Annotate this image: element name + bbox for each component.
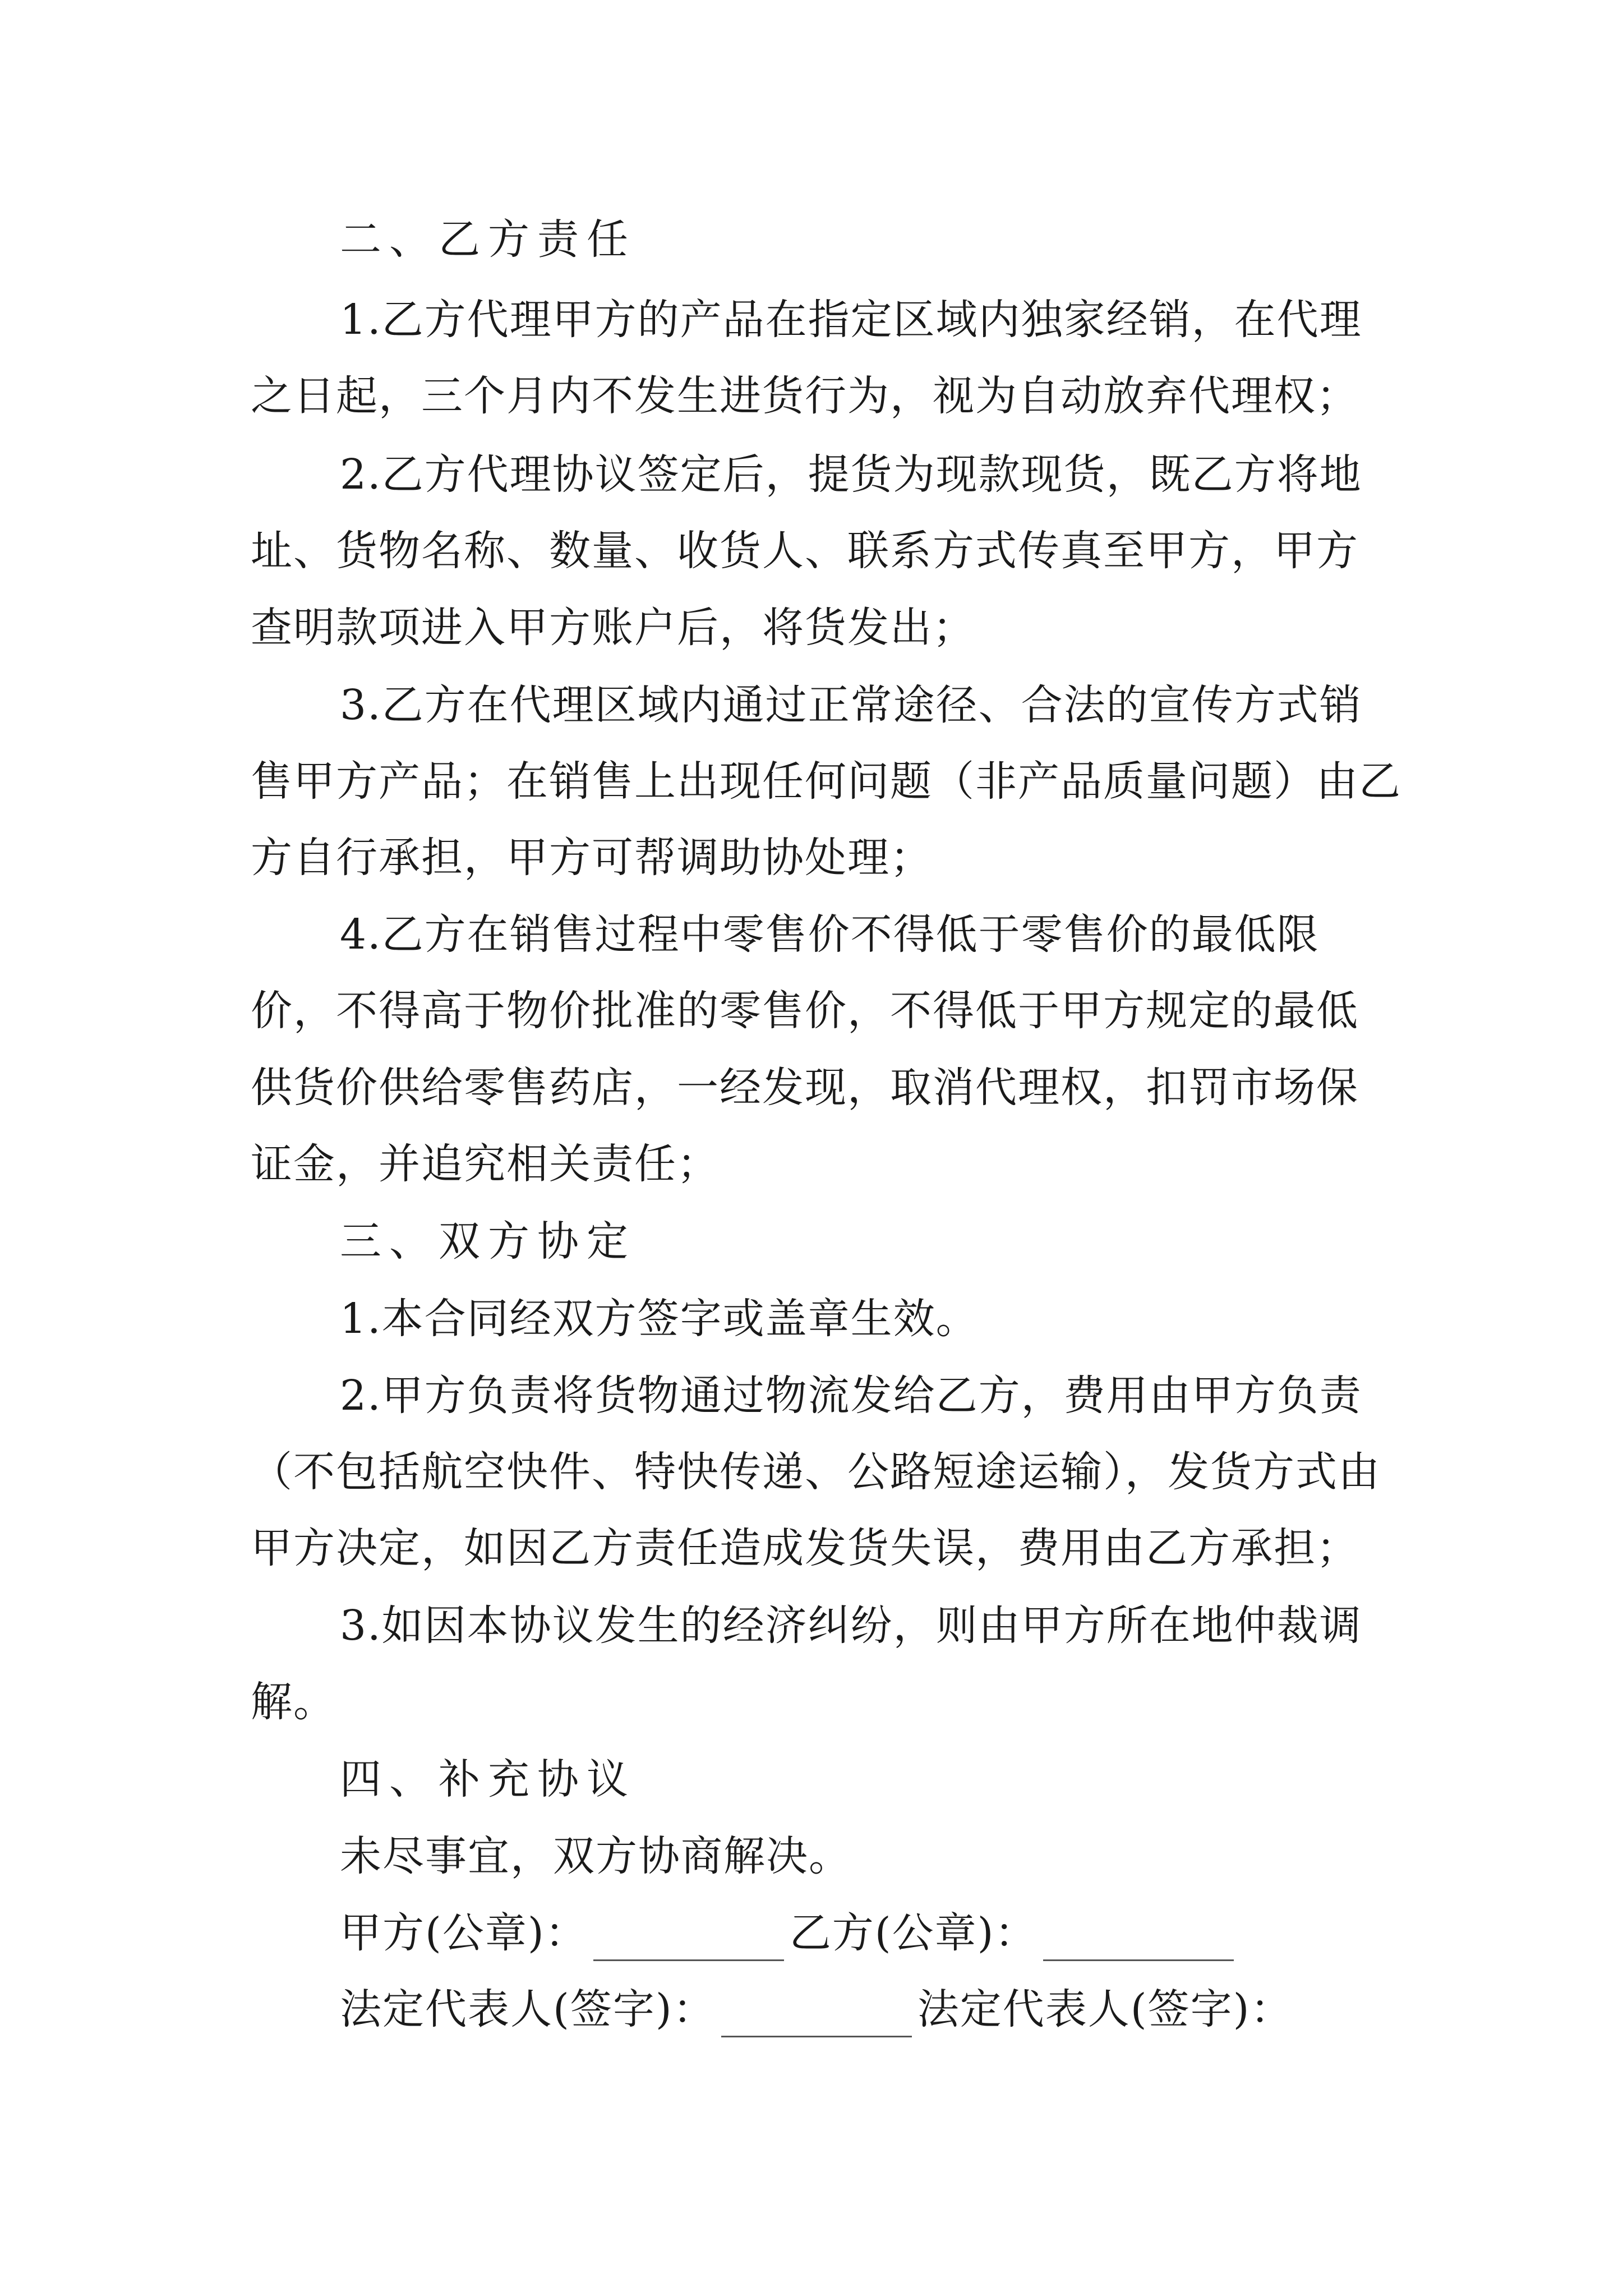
- paragraph-line: 甲方决定，如因乙方责任造成发货失误，费用由乙方承担；: [251, 1524, 1359, 1572]
- party-a-seal-blank[interactable]: [593, 1926, 784, 1961]
- paragraph-line: 售甲方产品；在销售上出现任何问题（非产品质量问题）由乙: [251, 757, 1401, 806]
- paragraph-line: 之日起，三个月内不发生进货行为，视为自动放弃代理权；: [251, 372, 1359, 420]
- paragraph-line: 3.乙方在代理区域内通过正常途径、合法的宣传方式销: [340, 681, 1362, 729]
- signature-row-seal: [340, 1905, 1239, 1961]
- party-a-seal-label: 甲方(公章)：: [340, 1909, 588, 1957]
- paragraph-line: 1.乙方代理甲方的产品在指定区域内独家经销，在代理: [340, 296, 1362, 344]
- paragraph-line: 2.乙方代理协议签定后，提货为现款现货，既乙方将地: [340, 450, 1362, 499]
- section-title: 三、双方协定: [340, 1217, 636, 1266]
- paragraph-line: 3.如因本协议发生的经济纠纷，则由甲方所在地仲裁调: [340, 1602, 1362, 1650]
- paragraph-line: 价，不得高于物价批准的零售价，不得低于甲方规定的最低: [251, 987, 1359, 1035]
- paragraph-line: 解。: [251, 1678, 336, 1726]
- rep-a-label: 法定代表人(签字)：: [340, 1985, 716, 2033]
- paragraph-line: 供货价供给零售药店，一经发现，取消代理权，扣罚市场保: [251, 1064, 1359, 1112]
- paragraph-line: （不包括航空快件、特快传递、公路短途运输），发货方式由: [251, 1448, 1381, 1496]
- section-title: 四、补充协议: [340, 1755, 636, 1803]
- paragraph-line: 证金，并追究相关责任；: [251, 1140, 720, 1188]
- paragraph-line: 未尽事宜，双方协商解决。: [340, 1832, 851, 1880]
- paragraph-line: 4.乙方在销售过程中零售价不得低于零售价的最低限: [340, 910, 1320, 959]
- paragraph-line: 址、货物名称、数量、收货人、联系方式传真至甲方，甲方: [251, 527, 1359, 575]
- paragraph-line: 1.本合同经双方签字或盖章生效。: [340, 1295, 979, 1343]
- paragraph-line: 2.甲方负责将货物通过物流发给乙方，费用由甲方负责: [340, 1372, 1362, 1420]
- paragraph-line: 方自行承担，甲方可帮调助协处理；: [251, 834, 933, 882]
- signature-row-rep: [340, 1981, 1293, 2037]
- rep-b-label: 法定代表人(签字)：: [917, 1985, 1293, 2033]
- party-b-seal-label: 乙方(公章)：: [789, 1909, 1038, 1957]
- party-b-seal-blank[interactable]: [1043, 1926, 1234, 1961]
- section-title: 二、乙方责任: [340, 215, 636, 264]
- paragraph-line: 查明款项进入甲方账户后，将货发出；: [251, 604, 975, 652]
- rep-a-blank[interactable]: [721, 2002, 912, 2037]
